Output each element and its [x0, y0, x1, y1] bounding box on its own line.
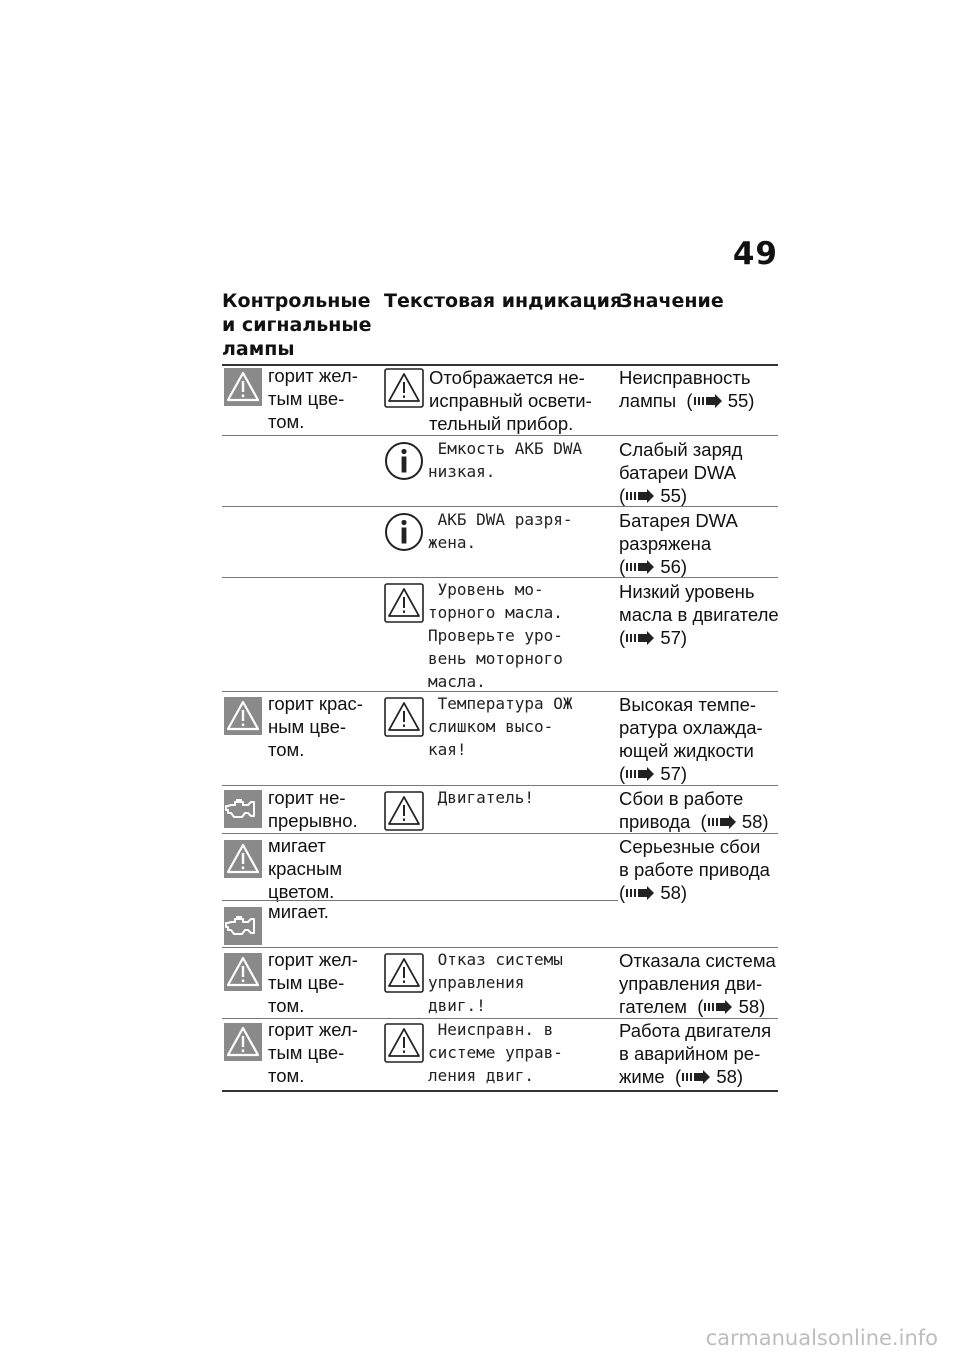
- page-reference-link[interactable]: 57): [660, 763, 688, 784]
- text-line: Уровень мо-: [428, 580, 544, 599]
- warning-triangle-outline-icon: [384, 697, 424, 737]
- row-divider: [222, 506, 778, 507]
- text-line: том.: [268, 1065, 305, 1086]
- warning-triangle-icon: [224, 953, 262, 991]
- lamp-description: [268, 786, 358, 832]
- page-reference-arrow-icon: [625, 767, 655, 781]
- text-line: горит жел-: [268, 365, 358, 386]
- text-line: масла в двигателе: [619, 604, 779, 625]
- warning-triangle-icon: [224, 697, 262, 735]
- display-text: [428, 786, 534, 809]
- display-text: [429, 366, 592, 435]
- warning-triangle-outline-icon: [384, 791, 424, 831]
- meaning-text: [619, 693, 763, 785]
- text-line: мигает.: [268, 901, 329, 922]
- page-reference-arrow-icon: [707, 815, 737, 829]
- info-icon: [384, 441, 424, 481]
- text-line: ным цве-: [268, 716, 347, 737]
- text-line: торного масла.: [428, 603, 563, 622]
- page-reference-link[interactable]: 56): [660, 556, 688, 577]
- text-line: ( 57): [619, 627, 688, 648]
- text-line: Сбои в работе: [619, 788, 744, 809]
- text-line: гателем ( 58): [619, 996, 766, 1017]
- display-text: [428, 437, 582, 483]
- meaning-text: [619, 509, 738, 578]
- text-line: Емкость АКБ DWA: [428, 439, 583, 458]
- header-line: и сигнальные: [222, 314, 372, 336]
- text-line: кая!: [428, 740, 467, 759]
- column-header-text-display: Текстовая индикация: [384, 290, 623, 312]
- text-line: горит жел-: [268, 949, 358, 970]
- text-line: тым цве-: [268, 972, 345, 993]
- lamp-description: [268, 900, 329, 923]
- warning-triangle-outline-icon: [384, 1023, 424, 1063]
- text-line: том.: [268, 995, 305, 1016]
- text-line: ющей жидкости: [619, 740, 754, 761]
- page-reference-link[interactable]: 58): [660, 882, 688, 903]
- text-line: масла.: [428, 672, 486, 691]
- page-reference-arrow-icon: [681, 1070, 711, 1084]
- text-line: прерывно.: [268, 810, 358, 831]
- text-line: ( 56): [619, 556, 688, 577]
- page-reference-link[interactable]: 57): [660, 627, 688, 648]
- engine-check-icon: [224, 790, 262, 828]
- text-line: Низкий уровень: [619, 581, 755, 602]
- page-reference-arrow-icon: [703, 1000, 733, 1014]
- lamp-description: [268, 364, 358, 433]
- warning-triangle-outline-icon: [384, 583, 424, 623]
- meaning-text: [619, 949, 776, 1018]
- text-line: Отображается не-: [429, 367, 585, 388]
- text-line: ( 58): [619, 882, 688, 903]
- text-line: слишком высо-: [428, 717, 554, 736]
- text-line: Батарея DWA: [619, 510, 738, 531]
- text-line: мигает: [268, 835, 326, 856]
- text-line: Отказала система: [619, 950, 776, 971]
- lamp-description: [268, 692, 363, 761]
- page-number: 49: [732, 236, 778, 272]
- warning-triangle-outline-icon: [384, 953, 424, 993]
- text-line: АКБ DWA разря-: [428, 510, 573, 529]
- text-line: тельный прибор.: [429, 413, 574, 434]
- text-line: ратура охлажда-: [619, 717, 763, 738]
- text-line: горит жел-: [268, 1019, 358, 1040]
- warning-triangle-icon: [224, 840, 262, 878]
- text-line: Неисправн. в: [428, 1020, 554, 1039]
- text-line: в аварийном ре-: [619, 1043, 761, 1064]
- text-line: привода ( 58): [619, 811, 769, 832]
- text-line: в работе привода: [619, 859, 770, 880]
- page-reference-link[interactable]: 58): [741, 811, 769, 832]
- text-line: Проверьте уро-: [428, 626, 563, 645]
- meaning-text: [619, 438, 742, 507]
- column-header-lamps: [222, 289, 372, 361]
- text-line: исправный освети-: [429, 390, 592, 411]
- table-bottom-rule: [222, 1090, 778, 1092]
- meaning-text: [619, 580, 779, 649]
- header-line: Контрольные: [222, 290, 371, 312]
- text-line: Отказ системы: [428, 950, 563, 969]
- text-line: том.: [268, 411, 305, 432]
- text-line: вень моторного: [428, 649, 563, 668]
- row-divider: [222, 435, 778, 436]
- text-line: управления дви-: [619, 973, 763, 994]
- text-line: разряжена: [619, 533, 712, 554]
- warning-triangle-icon: [224, 1023, 262, 1061]
- lamp-description: [268, 1018, 358, 1087]
- text-line: ( 57): [619, 763, 688, 784]
- info-icon: [384, 512, 424, 552]
- text-line: Серьезные сбои: [619, 836, 761, 857]
- display-text: [428, 508, 573, 554]
- page-reference-arrow-icon: [693, 394, 723, 408]
- lamp-description: [268, 948, 358, 1017]
- page-reference-link[interactable]: 58): [738, 996, 766, 1017]
- page-reference-link[interactable]: 55): [727, 390, 755, 411]
- text-line: том.: [268, 739, 305, 760]
- meaning-text: [619, 787, 769, 833]
- display-text: [428, 578, 563, 693]
- text-line: Слабый заряд: [619, 439, 743, 460]
- page-reference-arrow-icon: [625, 631, 655, 645]
- warning-triangle-icon: [224, 368, 262, 406]
- text-line: жиме ( 58): [619, 1066, 744, 1087]
- watermark: carmanualsonline.info: [705, 1326, 938, 1350]
- meaning-text: [619, 835, 770, 904]
- page-reference-link[interactable]: 58): [716, 1066, 744, 1087]
- display-text: [428, 948, 563, 1017]
- header-line: лампы: [222, 338, 295, 360]
- column-header-meaning: Значение: [619, 290, 724, 312]
- page-reference-arrow-icon: [625, 489, 655, 503]
- text-line: ( 55): [619, 485, 688, 506]
- text-line: Работа двигателя: [619, 1020, 772, 1041]
- text-line: батареи DWA: [619, 462, 737, 483]
- engine-check-icon: [224, 907, 262, 945]
- text-line: ления двиг.: [428, 1066, 534, 1085]
- text-line: тым цве-: [268, 388, 345, 409]
- text-line: двиг.!: [428, 996, 486, 1015]
- warning-triangle-outline-icon: [384, 368, 424, 408]
- text-line: жена.: [428, 533, 477, 552]
- text-line: цветом.: [268, 881, 335, 902]
- page-reference-link[interactable]: 55): [660, 485, 688, 506]
- text-line: красным: [268, 858, 343, 879]
- text-line: низкая.: [428, 462, 496, 481]
- text-line: системе управ-: [428, 1043, 563, 1062]
- meaning-text: [619, 366, 754, 412]
- text-line: горит крас-: [268, 693, 363, 714]
- display-text: [428, 692, 573, 761]
- page-reference-arrow-icon: [625, 886, 655, 900]
- text-line: горит не-: [268, 787, 346, 808]
- text-line: тым цве-: [268, 1042, 345, 1063]
- text-line: управления: [428, 973, 525, 992]
- text-line: Двигатель!: [428, 788, 534, 807]
- lamp-description: [268, 834, 342, 903]
- text-line: лампы ( 55): [619, 390, 755, 411]
- page-reference-arrow-icon: [625, 560, 655, 574]
- text-line: Высокая темпе-: [619, 694, 757, 715]
- meaning-text: [619, 1019, 771, 1088]
- text-line: Неисправность: [619, 367, 751, 388]
- display-text: [428, 1018, 563, 1087]
- text-line: Температура ОЖ: [428, 694, 573, 713]
